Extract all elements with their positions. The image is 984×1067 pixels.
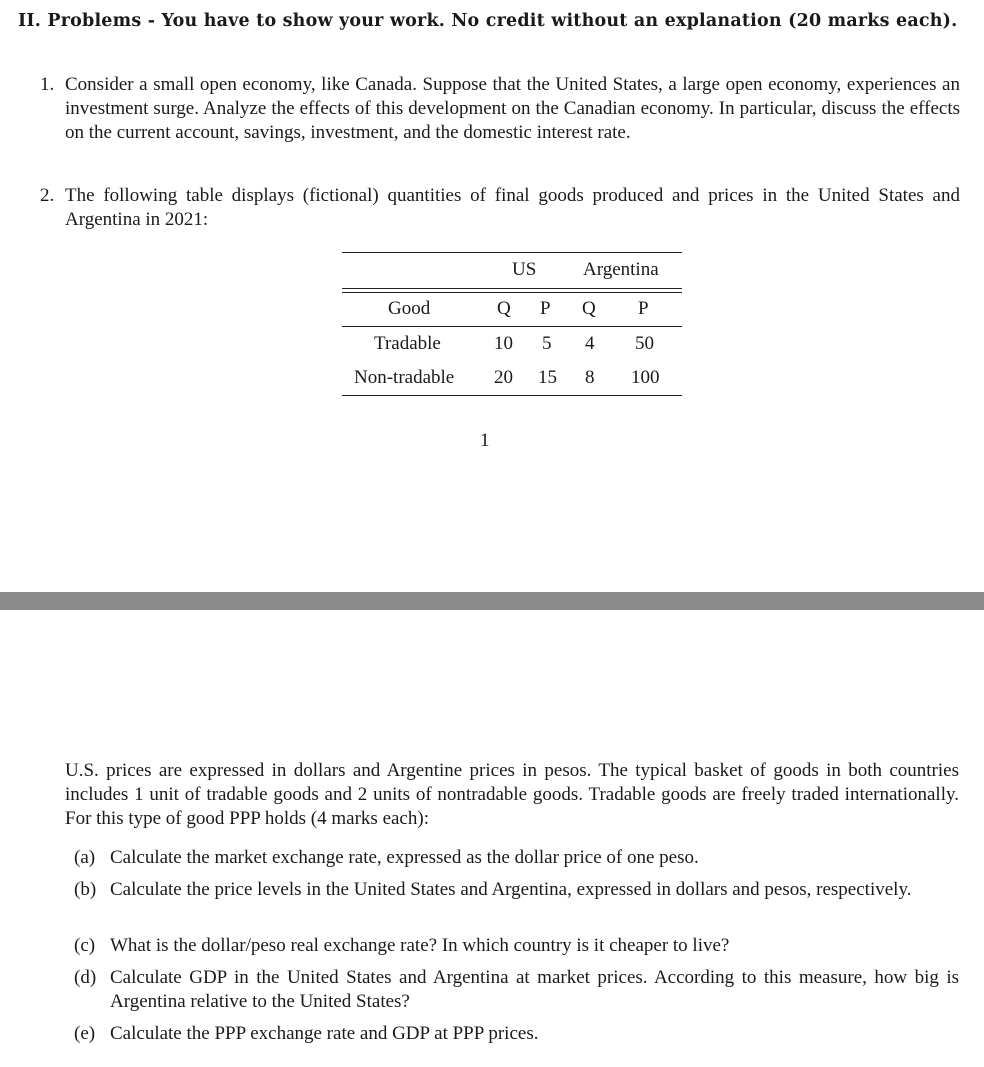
table-col-header: Good (388, 298, 431, 319)
table-header-rule (342, 292, 682, 293)
subquestion-d (74, 966, 959, 1014)
table-cell: 20 (494, 367, 513, 388)
table-col-header: Q (497, 298, 511, 319)
table-cell: 8 (585, 367, 595, 388)
page-separator (0, 592, 984, 610)
subquestion-text: Calculate the PPP exchange rate and GDP at PPP prices. (110, 1023, 539, 1044)
question-text: Consider a small open economy, like Canada. Suppose that the United States, a large open economy, experiences an investment surge. Analyze the effects of this development on the Canadian economy. In particular, discuss the effects on the current account, savings, investment, and the domestic interest rate. (65, 74, 960, 143)
table-header-us: US (512, 259, 537, 280)
subquestion-text: What is the dollar/peso real exchange rate? In which country is it cheaper to live? (110, 935, 730, 956)
subquestion-label: (e) (74, 1023, 96, 1044)
continuation-paragraph: U.S. prices are expressed in dollars and Argentine prices in pesos. The typical basket of goods in both countries includes 1 unit of tradable goods and 2 units of nontradable goods. Tradable goods are freely traded internationally. For this type of good PPP holds (4 marks each): (65, 760, 959, 829)
subquestion-text: Calculate the market exchange rate, expressed as the dollar price of one peso. (110, 847, 699, 868)
question-number: 1. (40, 74, 55, 95)
subquestion-c (74, 934, 959, 958)
table-header-argentina: Argentina (583, 259, 659, 280)
table-cell: 100 (631, 367, 660, 388)
table-mid-rule (342, 326, 682, 327)
question-1 (40, 73, 960, 145)
subquestion-b (74, 878, 959, 902)
table-col-header: P (638, 298, 649, 319)
table-cell: 50 (635, 333, 654, 354)
table-bottom-rule (342, 395, 682, 396)
subquestion-label: (c) (74, 935, 96, 956)
table-top-rule (342, 252, 682, 253)
subquestion-text: Calculate the price levels in the United States and Argentina, expressed in dollars and pesos, respectively. (110, 879, 912, 900)
table-cell: 15 (538, 367, 557, 388)
question-number: 2. (40, 185, 55, 206)
table-cell: 5 (542, 333, 552, 354)
subquestion-text: Calculate GDP in the United States and Argentina at market prices. According to this measure, how big is Argentina relative to the United States? (110, 967, 959, 1012)
subquestion-e (74, 1022, 959, 1046)
table-cell: 10 (494, 333, 513, 354)
subquestion-label: (d) (74, 967, 97, 988)
subquestion-a (74, 846, 959, 870)
question-2 (40, 184, 960, 232)
section-heading: II. Problems - You have to show your work. No credit without an explanation (20 marks each). (18, 11, 958, 31)
question-text: The following table displays (fictional) quantities of final goods produced and prices in the United States and Argentina in 2021: (65, 185, 960, 230)
subquestion-label: (a) (74, 847, 96, 868)
table-cell: Tradable (374, 333, 441, 354)
table-col-header: Q (582, 298, 596, 319)
table-col-header: P (540, 298, 551, 319)
subquestion-label: (b) (74, 879, 97, 900)
table-cell: Non-tradable (354, 367, 455, 388)
table-header-rule (342, 288, 682, 289)
page-number: 1 (480, 430, 490, 451)
table-cell: 4 (585, 333, 595, 354)
